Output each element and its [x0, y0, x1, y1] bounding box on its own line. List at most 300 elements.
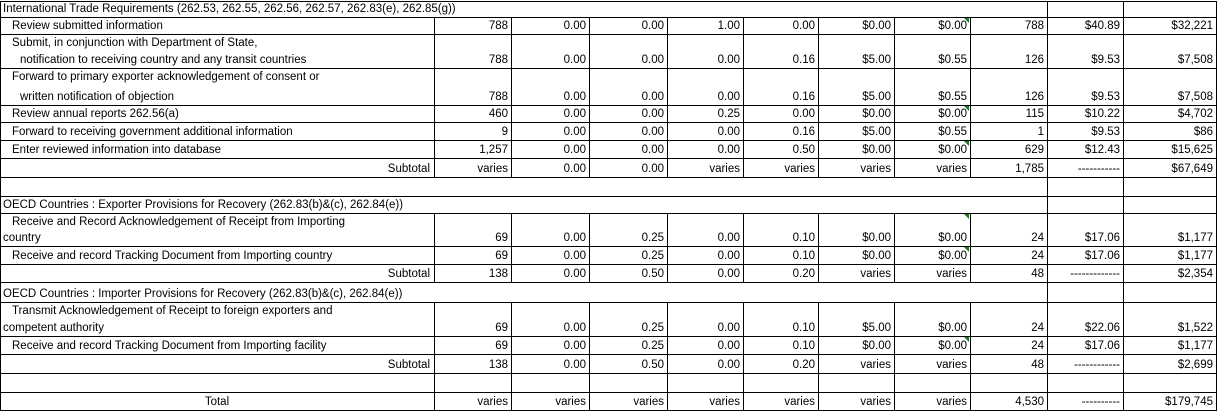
column-border [1047, 213, 1048, 247]
comment-marker-icon[interactable] [964, 247, 969, 252]
column-border [589, 264, 590, 283]
column-border [667, 158, 668, 178]
subtotal-row-col-3: 0.50 [641, 268, 664, 280]
data-row-col-1: 1,257 [479, 144, 508, 156]
column-border [667, 105, 668, 123]
column-border [894, 392, 895, 411]
column-border [894, 354, 895, 374]
column-border [818, 336, 819, 355]
row-border [0, 34, 1217, 35]
column-border [511, 213, 512, 247]
data-row-col-10: $1,177 [1177, 232, 1213, 244]
column-border [970, 122, 971, 141]
data-row-col-5: 0.50 [792, 144, 815, 156]
column-border [667, 122, 668, 141]
column-border [0, 177, 1, 197]
column-border [743, 354, 744, 374]
column-border [667, 264, 668, 283]
column-border [743, 336, 744, 355]
column-border [1123, 264, 1124, 283]
data-row-col-9: $9.53 [1091, 126, 1120, 138]
data-row-col-2: 0.00 [563, 126, 586, 138]
row-border [0, 17, 1217, 18]
column-border [1123, 392, 1124, 411]
data-row-col-1: 460 [488, 108, 508, 120]
subtotal-row-col-10: $2,699 [1177, 359, 1213, 371]
data-row-col-6: $0.00 [862, 250, 891, 262]
column-border [894, 373, 895, 393]
column-border [511, 246, 512, 265]
row-label-line-2: notification to receiving country and any transit countries [20, 54, 307, 66]
comment-marker-icon[interactable] [964, 18, 969, 23]
column-border [1047, 373, 1048, 393]
column-border [1047, 1, 1048, 18]
data-row-col-6: $0.00 [862, 232, 891, 244]
column-border [511, 105, 512, 123]
column-border [667, 373, 668, 393]
data-row-col-8: 788 [1024, 20, 1044, 32]
subtotal-row-col-9: ------------ [1074, 359, 1120, 371]
row-border [0, 336, 1217, 337]
data-row-col-2: 0.00 [563, 54, 586, 66]
column-border [1047, 264, 1048, 283]
column-border [970, 392, 971, 411]
subtotal-label: Subtotal [387, 268, 430, 280]
column-border [818, 140, 819, 159]
column-border [667, 354, 668, 374]
column-border [511, 336, 512, 355]
row-border [0, 213, 1217, 214]
column-border [1047, 122, 1048, 141]
column-border [743, 302, 744, 337]
data-row-col-3: 0.00 [641, 126, 664, 138]
data-row-col-3: 0.00 [641, 108, 664, 120]
column-border [434, 336, 435, 355]
column-border [743, 140, 744, 159]
column-border [970, 373, 971, 393]
column-border [511, 34, 512, 69]
data-row-col-1: 69 [495, 322, 508, 334]
data-row-col-4: 0.00 [717, 54, 740, 66]
column-border [434, 392, 435, 411]
column-border [0, 246, 1, 265]
comment-marker-icon[interactable] [964, 106, 969, 111]
column-border [0, 122, 1, 141]
data-row-col-9: $9.53 [1091, 54, 1120, 66]
column-border [743, 213, 744, 247]
column-border [589, 158, 590, 178]
section-title: OECD Countries : Exporter Provisions for Recovery (262.83(b)&(c), 262.84(e)) [3, 199, 404, 211]
subtotal-row-col-7: varies [936, 359, 967, 371]
data-row-col-8: 24 [1031, 232, 1044, 244]
row-label: Receive and record Tracking Document from Importing facility [12, 340, 327, 352]
column-border [434, 68, 435, 106]
column-border [894, 246, 895, 265]
column-border [1123, 177, 1124, 197]
column-border [434, 34, 435, 69]
row-border [0, 392, 1217, 393]
total-row-col-6: varies [860, 396, 891, 408]
row-label-line-1: Receive and Record Acknowledgement of Receipt from Importing [12, 216, 346, 228]
subtotal-row-col-10: $67,649 [1171, 163, 1213, 175]
column-border [511, 122, 512, 141]
column-border [0, 264, 1, 283]
column-border [589, 34, 590, 69]
subtotal-row-col-5: 0.20 [792, 268, 815, 280]
data-row-col-10: $1,522 [1177, 322, 1213, 334]
data-row-col-9: $22.06 [1084, 322, 1120, 334]
data-row-col-4: 0.00 [717, 340, 740, 352]
subtotal-row-col-5: 0.20 [792, 359, 815, 371]
data-row-col-3: 0.25 [641, 322, 664, 334]
row-border [0, 354, 1217, 355]
row-label: Review annual reports 262.56(a) [12, 108, 179, 120]
column-border [743, 105, 744, 123]
data-row-col-3: 0.00 [641, 144, 664, 156]
section-title: International Trade Requirements (262.53, 262.55, 262.56, 262.57, 262.83(e), 262.85(g)) [3, 3, 456, 15]
subtotal-row-col-6: varies [860, 359, 891, 371]
data-row-col-5: 0.00 [792, 108, 815, 120]
data-row-col-5: 0.00 [792, 20, 815, 32]
column-border [1047, 17, 1048, 35]
subtotal-row-col-4: 0.00 [717, 359, 740, 371]
data-row-col-7: $0.55 [938, 54, 967, 66]
column-border [434, 264, 435, 283]
column-border [1123, 354, 1124, 374]
subtotal-row-col-1: 138 [488, 359, 508, 371]
column-border [743, 373, 744, 393]
column-border [818, 392, 819, 411]
subtotal-row-col-8: 1,785 [1015, 163, 1044, 175]
column-border [434, 105, 435, 123]
comment-marker-icon[interactable] [964, 337, 969, 342]
column-border [1123, 336, 1124, 355]
column-border [667, 392, 668, 411]
data-row-col-6: $0.00 [862, 20, 891, 32]
row-border [0, 177, 1217, 178]
subtotal-row-col-8: 48 [1031, 359, 1044, 371]
total-row-col-3: varies [633, 396, 664, 408]
subtotal-row-col-10: $2,354 [1177, 268, 1213, 280]
column-border [818, 122, 819, 141]
data-row-col-6: $5.00 [862, 91, 891, 103]
column-border [0, 282, 1, 303]
column-border [589, 302, 590, 337]
column-border [1047, 354, 1048, 374]
data-row-col-9: $9.53 [1091, 91, 1120, 103]
data-row-col-4: 0.25 [717, 108, 740, 120]
column-border [1123, 68, 1124, 106]
data-row-col-5: 0.16 [792, 91, 815, 103]
column-border [970, 140, 971, 159]
subtotal-row-col-8: 48 [1031, 268, 1044, 280]
data-row-col-5: 0.10 [792, 232, 815, 244]
column-border [434, 246, 435, 265]
column-border [970, 68, 971, 106]
data-row-col-5: 0.10 [792, 322, 815, 334]
column-border [589, 373, 590, 393]
data-row-col-10: $1,177 [1177, 340, 1213, 352]
data-row-col-7: $0.00 [938, 250, 967, 262]
data-row-col-1: 69 [495, 250, 508, 262]
column-border [970, 34, 971, 69]
data-row-col-2: 0.00 [563, 20, 586, 32]
column-border [434, 302, 435, 337]
column-border [970, 264, 971, 283]
data-row-col-8: 1 [1037, 126, 1044, 138]
subtotal-row-col-1: 138 [488, 268, 508, 280]
total-row-col-5: varies [784, 396, 815, 408]
column-border [589, 68, 590, 106]
data-row-col-3: 0.00 [641, 91, 664, 103]
column-border [511, 302, 512, 337]
column-border [1047, 282, 1048, 303]
row-label-line-1: Forward to primary exporter acknowledgement of consent or [12, 71, 320, 83]
column-border [1047, 68, 1048, 106]
data-row-col-3: 0.25 [641, 250, 664, 262]
data-row-col-4: 0.00 [717, 91, 740, 103]
column-border [1123, 282, 1124, 303]
column-border [894, 105, 895, 123]
column-border [0, 105, 1, 123]
column-border [894, 213, 895, 247]
data-row-col-3: 0.25 [641, 340, 664, 352]
subtotal-row-col-6: varies [860, 268, 891, 280]
column-border [743, 264, 744, 283]
data-row-col-8: 629 [1024, 144, 1044, 156]
column-border [667, 336, 668, 355]
column-border [0, 392, 1, 411]
column-border [743, 122, 744, 141]
column-border [818, 246, 819, 265]
section-title: OECD Countries : Importer Provisions for Recovery (262.83(b)&(c), 262.84(e)) [3, 288, 403, 300]
data-row-col-8: 126 [1024, 54, 1044, 66]
column-border [0, 336, 1, 355]
column-border [818, 17, 819, 35]
data-row-col-3: 0.00 [641, 20, 664, 32]
row-label-line-2: country [3, 232, 41, 244]
column-border [1047, 105, 1048, 123]
subtotal-row-col-7: varies [936, 163, 967, 175]
row-label: Forward to receiving government additional information [12, 126, 293, 138]
subtotal-row-col-4: varies [709, 163, 740, 175]
column-border [589, 354, 590, 374]
row-border [0, 246, 1217, 247]
data-row-col-7: $0.00 [938, 108, 967, 120]
data-row-col-4: 1.00 [717, 20, 740, 32]
column-border [667, 213, 668, 247]
data-row-col-10: $15,625 [1171, 144, 1213, 156]
column-border [894, 17, 895, 35]
column-border [743, 17, 744, 35]
data-row-col-10: $7,508 [1177, 54, 1213, 66]
column-border [511, 68, 512, 106]
subtotal-row-col-7: varies [936, 268, 967, 280]
row-border [0, 140, 1217, 141]
column-border [970, 158, 971, 178]
row-label: Enter reviewed information into database [12, 144, 222, 156]
total-row-col-9: ---------- [1081, 396, 1120, 408]
comment-marker-icon[interactable] [964, 214, 969, 219]
data-row-col-10: $7,508 [1177, 91, 1213, 103]
column-border [589, 140, 590, 159]
data-row-col-8: 126 [1024, 91, 1044, 103]
column-border [1123, 373, 1124, 393]
column-border [1123, 158, 1124, 178]
column-border [970, 17, 971, 35]
data-row-col-2: 0.00 [563, 144, 586, 156]
data-row-col-9: $17.06 [1084, 250, 1120, 262]
data-row-col-9: $17.06 [1084, 232, 1120, 244]
column-border [0, 354, 1, 374]
column-border [818, 302, 819, 337]
data-row-col-7: $0.00 [938, 322, 967, 334]
total-row-col-2: varies [555, 396, 586, 408]
subtotal-row-col-5: varies [784, 163, 815, 175]
data-row-col-9: $10.22 [1084, 108, 1120, 120]
total-row-col-4: varies [709, 396, 740, 408]
subtotal-row-col-4: 0.00 [717, 268, 740, 280]
column-border [1123, 17, 1124, 35]
row-label: Receive and record Tracking Document from Importing country [12, 250, 333, 262]
row-label-line-2: written notification of objection [20, 91, 175, 103]
column-border [434, 17, 435, 35]
comment-marker-icon[interactable] [964, 141, 969, 146]
column-border [0, 140, 1, 159]
column-border [894, 302, 895, 337]
data-row-col-6: $0.00 [862, 108, 891, 120]
data-row-col-1: 69 [495, 340, 508, 352]
column-border [894, 122, 895, 141]
data-row-col-2: 0.00 [563, 250, 586, 262]
data-row-col-2: 0.00 [563, 91, 586, 103]
column-border [589, 17, 590, 35]
row-label-line-2: competent authority [3, 322, 105, 334]
column-border [434, 373, 435, 393]
data-row-col-4: 0.00 [717, 322, 740, 334]
data-row-col-4: 0.00 [717, 232, 740, 244]
data-row-col-9: $17.06 [1084, 340, 1120, 352]
row-label: Review submitted information [12, 20, 163, 32]
column-border [743, 68, 744, 106]
data-row-col-6: $5.00 [862, 54, 891, 66]
column-border [818, 105, 819, 123]
row-border [0, 158, 1217, 159]
column-border [667, 68, 668, 106]
row-border [0, 1, 1217, 2]
column-border [743, 158, 744, 178]
column-border [818, 354, 819, 374]
data-row-col-7: $0.00 [938, 340, 967, 352]
column-border [434, 122, 435, 141]
total-row-col-10: $179,745 [1165, 396, 1213, 408]
column-border [0, 17, 1, 35]
column-border [894, 264, 895, 283]
column-border [743, 246, 744, 265]
column-border [970, 302, 971, 337]
row-border [0, 196, 1217, 197]
column-border [1123, 105, 1124, 123]
data-row-col-7: $0.55 [938, 126, 967, 138]
subtotal-row-col-2: 0.00 [563, 163, 586, 175]
data-row-col-9: $40.89 [1084, 20, 1120, 32]
column-border [0, 213, 1, 247]
column-border [1047, 34, 1048, 69]
column-border [818, 158, 819, 178]
column-border [970, 354, 971, 374]
column-border [667, 34, 668, 69]
column-border [743, 392, 744, 411]
row-border [0, 373, 1217, 374]
data-row-col-4: 0.00 [717, 126, 740, 138]
column-border [0, 68, 1, 106]
column-border [818, 373, 819, 393]
row-label-line-1: Transmit Acknowledgement of Receipt to foreign exporters and [12, 305, 333, 317]
column-border [1047, 246, 1048, 265]
data-row-col-10: $86 [1193, 126, 1213, 138]
subtotal-row-col-2: 0.00 [563, 359, 586, 371]
subtotal-row-col-3: 0.50 [641, 359, 664, 371]
column-border [894, 68, 895, 106]
data-row-col-8: 115 [1025, 108, 1044, 120]
total-row-col-8: 4,530 [1015, 396, 1044, 408]
row-border [0, 264, 1217, 265]
data-row-col-2: 0.00 [563, 340, 586, 352]
data-row-col-4: 0.00 [717, 144, 740, 156]
column-border [894, 336, 895, 355]
data-row-col-3: 0.00 [641, 54, 664, 66]
data-row-col-1: 788 [488, 54, 508, 66]
column-border [818, 213, 819, 247]
data-row-col-1: 788 [488, 20, 508, 32]
column-border [0, 1, 1, 18]
row-border [0, 68, 1217, 69]
data-row-col-8: 24 [1031, 250, 1044, 262]
subtotal-row-col-1: varies [477, 163, 508, 175]
column-border [894, 158, 895, 178]
subtotal-row-col-3: 0.00 [641, 163, 664, 175]
data-row-col-5: 0.10 [792, 250, 815, 262]
subtotal-row-col-9: ------------- [1070, 268, 1120, 280]
column-border [970, 246, 971, 265]
data-row-col-7: $0.00 [938, 144, 967, 156]
column-border [818, 68, 819, 106]
data-row-col-6: $0.00 [862, 144, 891, 156]
column-border [589, 246, 590, 265]
column-border [0, 34, 1, 69]
column-border [434, 213, 435, 247]
row-border [0, 302, 1217, 303]
data-row-col-9: $12.43 [1084, 144, 1120, 156]
column-border [970, 105, 971, 123]
total-label: Total [204, 396, 230, 408]
column-border [511, 17, 512, 35]
data-row-col-7: $0.00 [938, 232, 967, 244]
column-border [511, 158, 512, 178]
column-border [1047, 336, 1048, 355]
column-border [894, 140, 895, 159]
column-border [894, 34, 895, 69]
data-row-col-4: 0.00 [717, 250, 740, 262]
column-border [434, 158, 435, 178]
row-border [0, 105, 1217, 106]
data-row-col-7: $0.55 [938, 91, 967, 103]
data-row-col-8: 24 [1031, 340, 1044, 352]
column-border [1123, 246, 1124, 265]
column-border [434, 140, 435, 159]
column-border [511, 264, 512, 283]
column-border [667, 17, 668, 35]
